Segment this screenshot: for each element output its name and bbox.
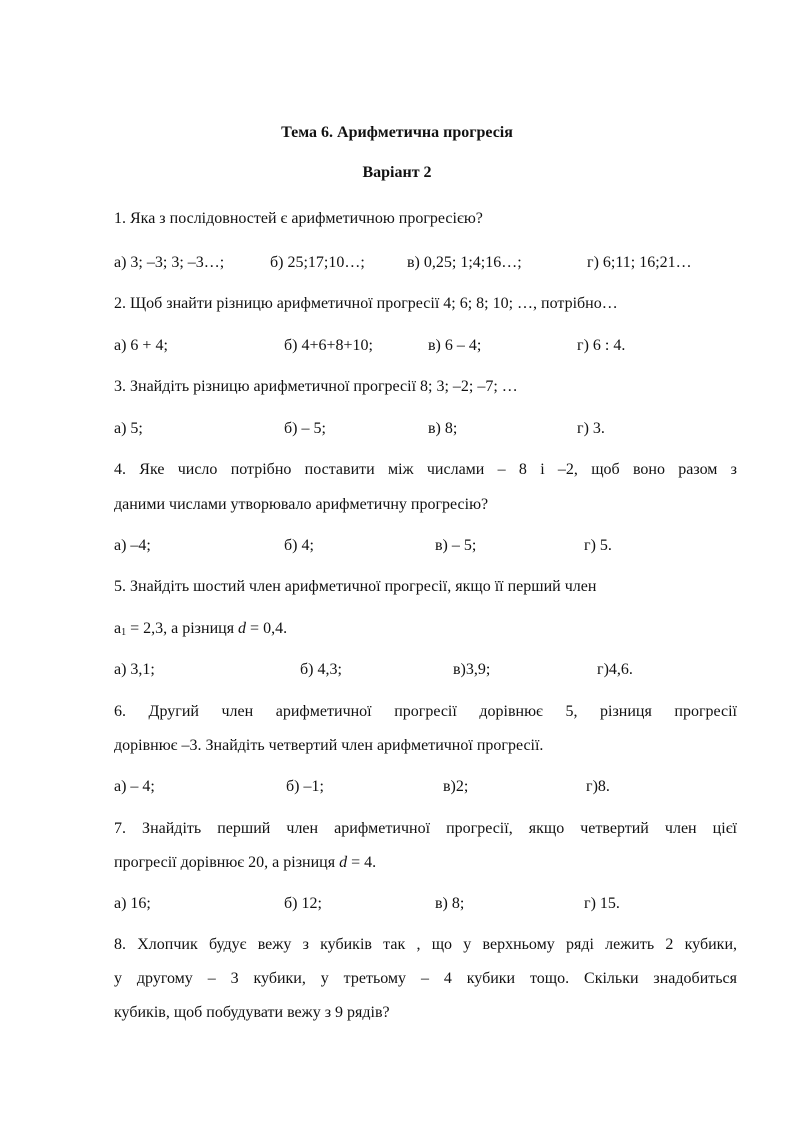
variant-heading: Варіант 2 xyxy=(362,164,432,181)
q4-option-d: г) 5. xyxy=(584,537,612,554)
q5-option-d: г)4,6. xyxy=(597,661,633,678)
q3-option-d: г) 3. xyxy=(577,420,605,437)
q2-option-b: б) 4+6+8+10; xyxy=(284,337,373,354)
q5-given-difference: = 0,4. xyxy=(246,620,288,637)
q5-option-a: а) 3,1; xyxy=(114,661,155,678)
question-7-line-2 xyxy=(114,853,376,873)
q1-option-a: а) 3; –3; 3; –3…; xyxy=(114,254,225,271)
page-title: Тема 6. Арифметична прогресія xyxy=(281,124,513,141)
q7-option-d: г) 15. xyxy=(584,895,620,912)
question-5-line-2 xyxy=(114,619,287,643)
q5-option-c: в)3,9; xyxy=(453,661,491,678)
q1-option-b: б) 25;17;10…; xyxy=(270,254,365,271)
q2-option-d: г) 6 : 4. xyxy=(577,337,626,354)
q1-option-d: г) 6;11; 16;21… xyxy=(587,254,692,271)
question-4-line-2: даними числами утворювало арифметичну прогресію? xyxy=(114,496,489,513)
q3-option-c: в) 8; xyxy=(428,420,458,437)
difference-symbol: d xyxy=(238,620,247,637)
q7-option-b: б) 12; xyxy=(284,895,322,912)
term-a-subscript: 1 xyxy=(121,627,127,638)
question-7-line-1: 7. Знайдіть перший член арифметичної прогресії, якщо четвертий член цієї xyxy=(114,820,737,837)
q6-option-a: а) – 4; xyxy=(114,778,155,795)
question-2-text: 2. Щоб знайти різницю арифметичної прогресії 4; 6; 8; 10; …, потрібно… xyxy=(114,295,618,312)
q1-option-c: в) 0,25; 1;4;16…; xyxy=(407,254,522,271)
question-5-line-1: 5. Знайдіть шостий член арифметичної прогресії, якщо її перший член xyxy=(114,578,597,595)
q7-option-c: в) 8; xyxy=(435,895,465,912)
question-8-line-1: 8. Хлопчик будує вежу з кубиків так , що у верхньому ряді лежить 2 кубики, xyxy=(114,936,737,953)
question-6-line-2: дорівнює –3. Знайдіть четвертий член арифметичної прогресії. xyxy=(114,737,544,754)
q6-option-d: г)8. xyxy=(586,778,610,795)
q7-given-term: прогресії дорівнює 20, а різниця xyxy=(114,854,340,871)
q7-given-difference: = 4. xyxy=(347,854,377,871)
term-a-symbol: a xyxy=(114,620,122,637)
question-1-text: 1. Яка з послідовностей є арифметичною прогресією? xyxy=(114,210,483,227)
q3-option-b: б) – 5; xyxy=(284,420,326,437)
q4-option-b: б) 4; xyxy=(284,537,314,554)
q5-option-b: б) 4,3; xyxy=(300,661,342,678)
question-8-line-2: у другому – 3 кубики, у третьому – 4 кубики тощо. Скільки знадобиться xyxy=(114,970,737,987)
q4-option-c: в) – 5; xyxy=(435,537,477,554)
question-6-line-1: 6. Другий член арифметичної прогресії дорівнює 5, різниця прогресії xyxy=(114,703,737,720)
q4-option-a: а) –4; xyxy=(114,537,151,554)
question-8-line-3: кубиків, щоб побудувати вежу з 9 рядів? xyxy=(114,1004,390,1021)
difference-symbol: d xyxy=(339,854,348,871)
q6-option-b: б) –1; xyxy=(286,778,324,795)
q6-option-c: в)2; xyxy=(443,778,469,795)
q7-option-a: а) 16; xyxy=(114,895,151,912)
question-4-line-1: 4. Яке число потрібно поставити між числами – 8 і –2, щоб воно разом з xyxy=(114,461,737,478)
q2-option-a: а) 6 + 4; xyxy=(114,337,168,354)
q3-option-a: а) 5; xyxy=(114,420,143,437)
question-3-text: 3. Знайдіть різницю арифметичної прогресії 8; 3; –2; –7; … xyxy=(114,378,518,395)
q5-given-first-term: = 2,3, а різниця xyxy=(126,620,239,637)
q2-option-c: в) 6 – 4; xyxy=(428,337,482,354)
